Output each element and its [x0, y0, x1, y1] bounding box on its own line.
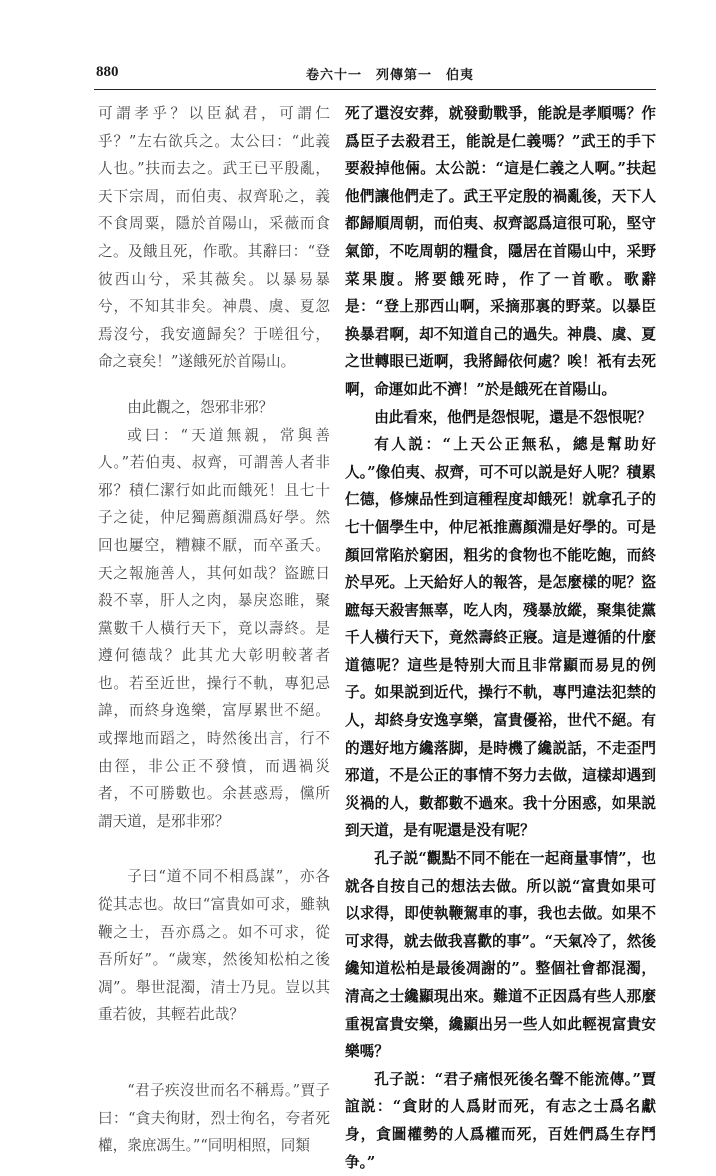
original-paragraph-4: 子曰“道不同不相爲謀”，亦各從其志也。故曰“富貴如可求，雖執鞭之士，吾亦爲之。如不可求，從吾所好”。“歲寒，然後知松柏之後凋”。舉世混濁，清士乃見。豈以其重若彼，其輕若此哉？ — [98, 868, 330, 1024]
translation-paragraph-3: 有人説：“上天公正無私，總是幫助好人。”像伯夷、叔齊，可不可以説是好人呢？積累仁德，修煉品性到這種程度却餓死！就拿孔子的七十個學生中，仲尼衹推薦顏淵是好學的。可是顏回常陷於窮困，粗劣的食物也不能吃飽，而終於早死。上天給好人的報答，是怎麼樣的呢？盜蹠每天殺害無辜，吃人肉，殘暴放縱，聚集徒黨千人橫行天下，竟然壽終正寢。這是遵循的什麼道德呢？這些是特别大而且非常顯而易見的例子。如果説到近代，操行不軌，專門違法犯禁的人，却終身安逸享樂，富貴優裕，世代不絕。有的選好地方纔落脚，是時機了纔説話，不走歪門邪道，不是公正的事情不努力去做，這樣却遇到災禍的人，數都數不過來。我十分困惑，如果説到天道，是有呢還是没有呢？ — [345, 436, 656, 840]
translation-paragraph-2: 由此看來，他們是怨恨呢，還是不怨恨呢？ — [374, 408, 652, 426]
original-paragraph-5: “君子疾沒世而名不稱焉。”賈子曰：“貪夫徇財，烈士徇名，夸者死權，衆庶馮生。”“同明相照，同類 — [98, 1082, 330, 1155]
translation-column — [345, 100, 656, 1176]
original-paragraph-3: 或曰：“天道無親，常與善人。”若伯夷、叔齊，可謂善人者非邪？積仁潔行如此而餓死！且七十子之徒，仲尼獨薦顏淵爲好學。然回也屢空，糟糠不厭，而卒蚤夭。天之報施善人，其何如哉？盜蹠日殺不辜，肝人之肉，暴戾恣睢，聚黨數千人橫行天下，竟以壽終。是遵何德哉？此其尤大彰明較著者也。若至近世，操行不軌，專犯忌諱，而終身逸樂，富厚累世不絕。或擇地而蹈之，時然後出言，行不由徑，非公正不發憤，而遇禍災者，不可勝數也。余甚惑焉，儻所謂天道，是邪非邪？ — [98, 426, 330, 830]
original-text-column — [98, 100, 330, 1160]
original-paragraph-1: 可謂孝乎？以臣弑君，可謂仁乎？”左右欲兵之。太公曰：“此義人也。”扶而去之。武王已平殷亂，天下宗周，而伯夷、叔齊恥之，義不食周粟，隱於首陽山，采薇而食之。及餓且死，作歌。其辭曰：“登彼西山兮，采其薇矣。以暴易暴兮，不知其非矣。神農、虞、夏忽焉沒兮，我安適歸矣？于嗟徂兮，命之衰矣！”遂餓死於首陽山。 — [98, 105, 330, 371]
translation-paragraph-1: 死了還沒安葬，就發動戰爭，能說是孝順嗎？作爲臣子去殺君王，能說是仁義嗎？”武王的手下要殺掉他倆。太公説：“這是仁義之人啊。”扶起他們讓他們走了。武王平定殷的禍亂後，天下人都歸順周朝，而伯夷、叔齊認爲這很可恥，堅守氣節，不吃周朝的糧食，隱居在首陽山中，采野菜果腹。將要餓死時，作了一首歌。歌辭是：“登上那西山啊，采摘那裏的野菜。以暴臣换暴君啊，却不知道自己的過失。神農、虞、夏之世轉眼已逝啊，我將歸依何處？唉！衹有去死啊，命運如此不濟！”於是餓死在首陽山。 — [345, 105, 656, 398]
page-number: 880 — [96, 64, 119, 80]
running-head: 卷六十一 列傳第一 伯夷 — [306, 68, 475, 83]
header-rule — [94, 89, 656, 90]
translation-paragraph-5: 孔子説：“君子痛恨死後名聲不能流傳。”賈誼説：“貪財的人爲財而死，有志之士爲名獻身，貪圖權勢的人爲權而死，百姓們爲生存鬥争。” — [345, 1070, 656, 1171]
original-paragraph-2: 由此觀之，怨邪非邪？ — [127, 398, 274, 416]
translation-paragraph-4: 孔子説“觀點不同不能在一起商量事情”，也就各自按自己的想法去做。所以説“富貴如果可以求得，即使執鞭駕車的事，我也去做。如果不可求得，就去做我喜歡的事”。“天氣冷了，然後纔知道松柏是最後凋謝的”。整個社會都混濁，清高之士纔顯現出來。難道不正因爲有些人那麼重視富貴安樂，纔顯出另一些人如此輕視富貴安樂嗎？ — [345, 850, 656, 1061]
page-header — [96, 64, 656, 88]
